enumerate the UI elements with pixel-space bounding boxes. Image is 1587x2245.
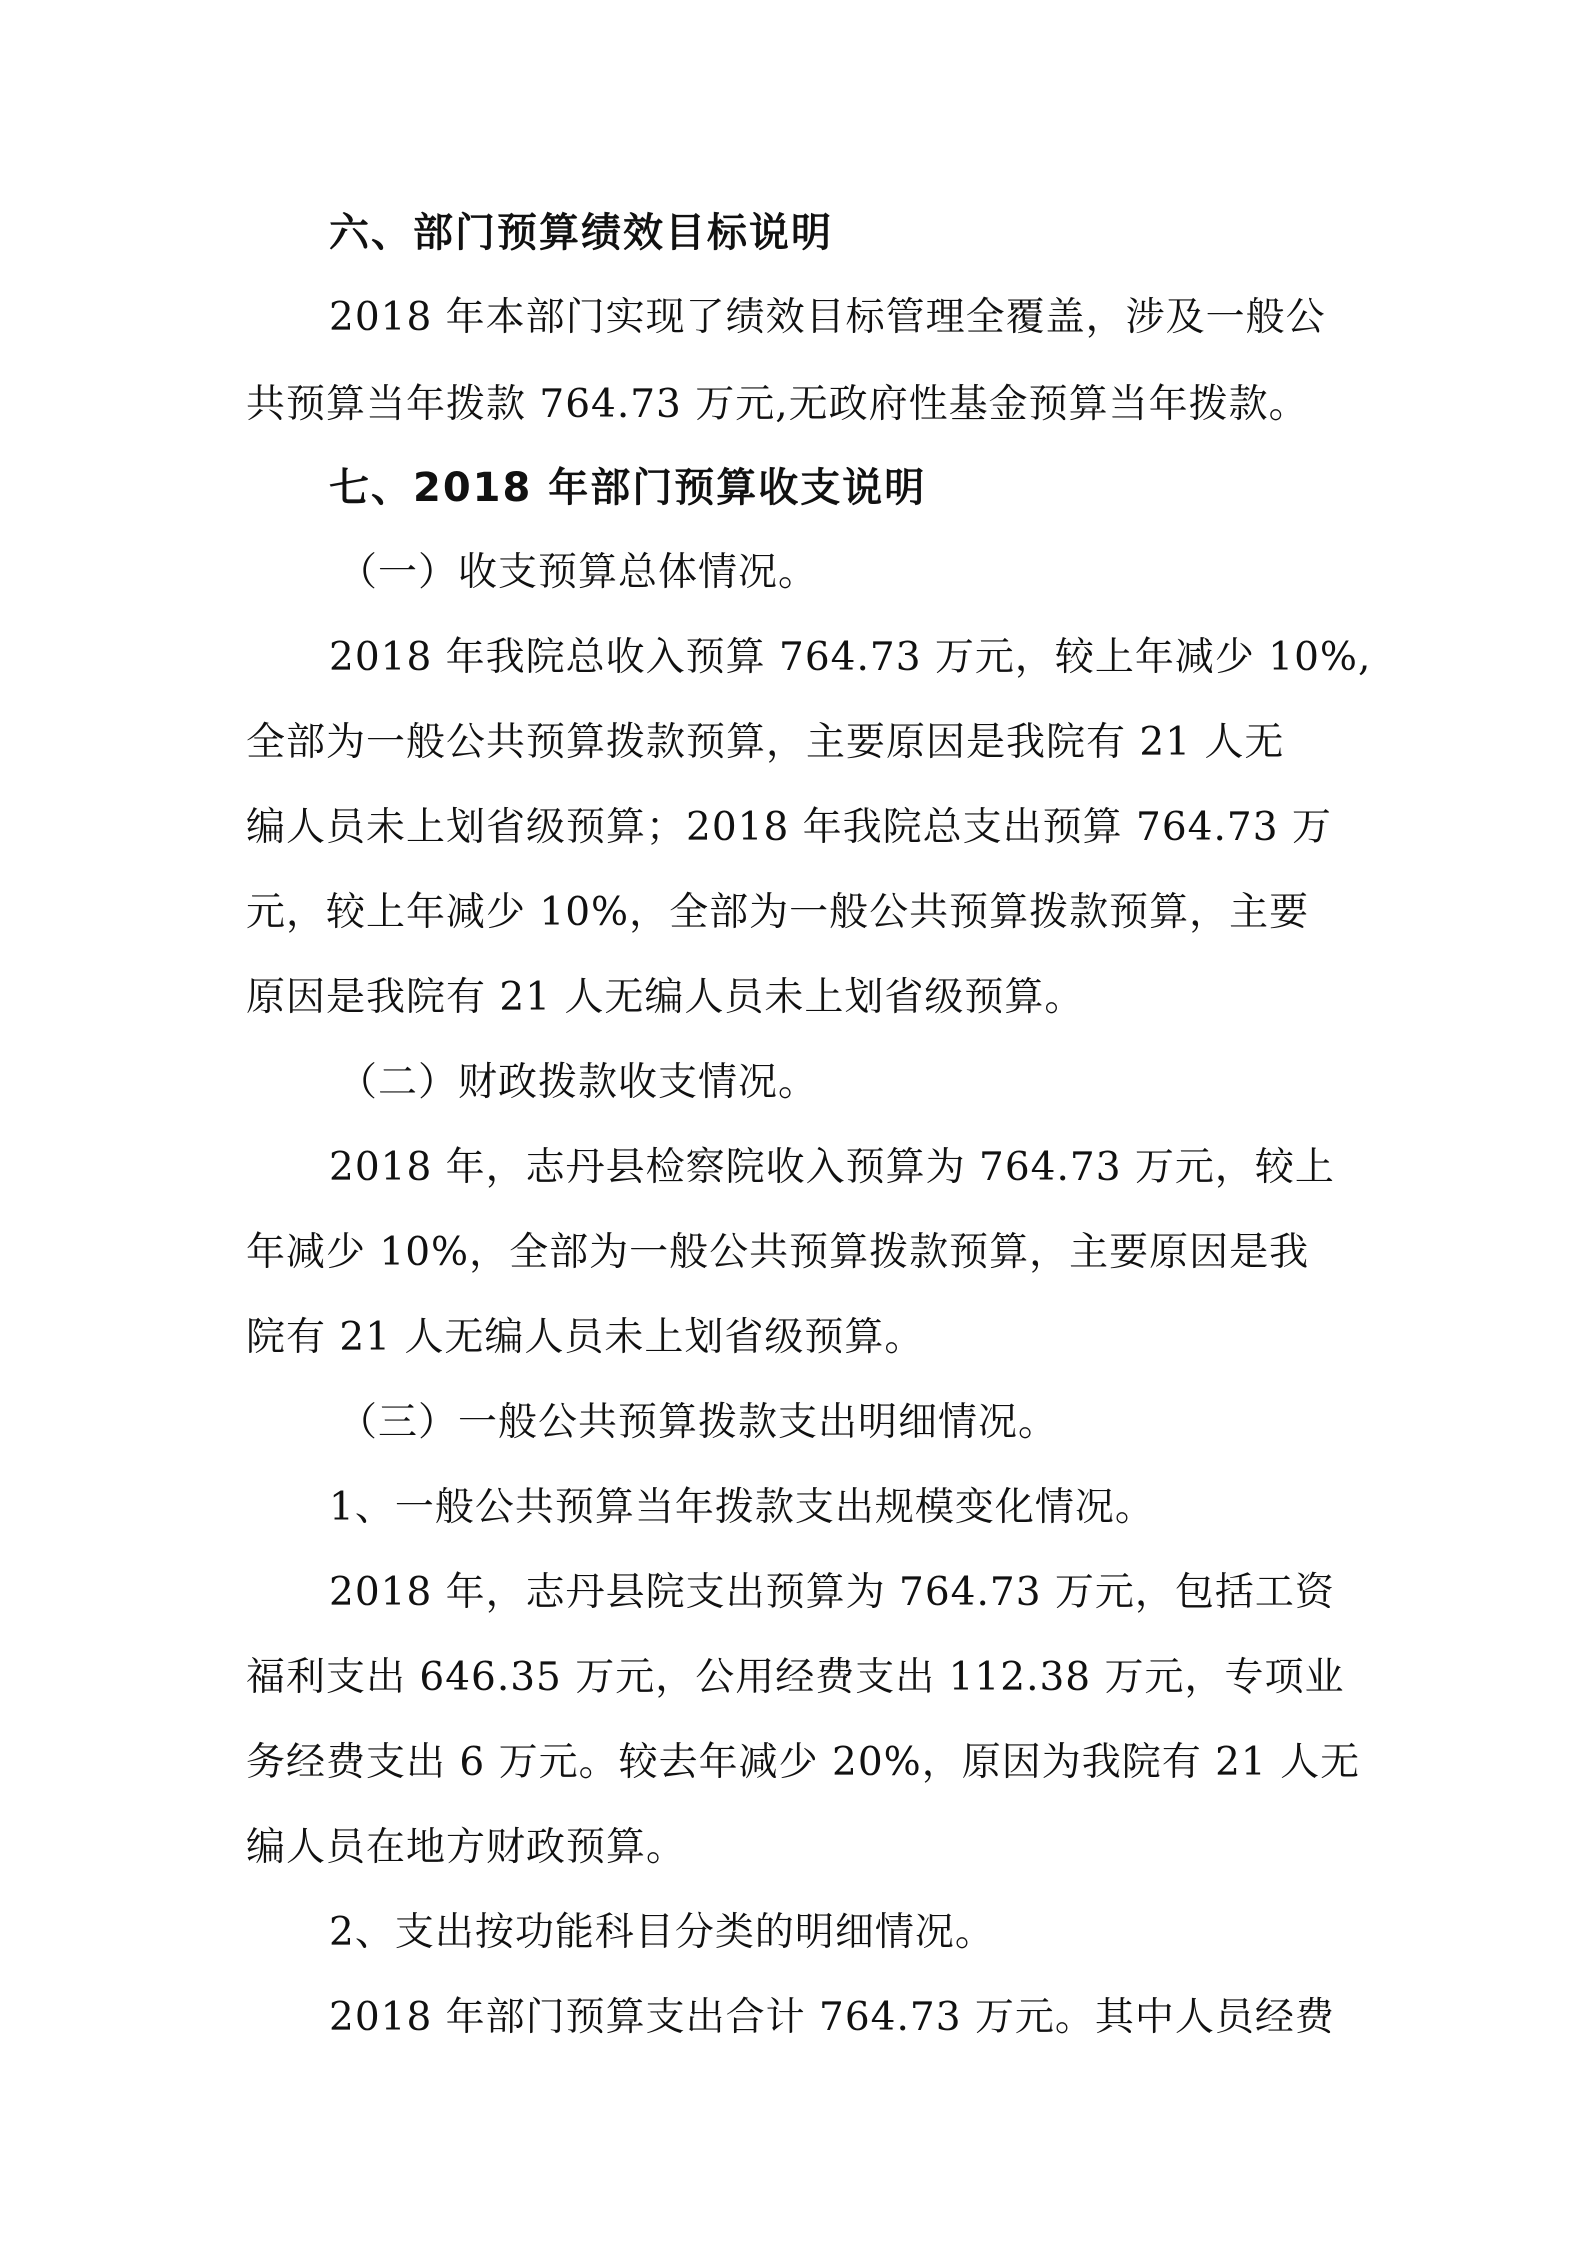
- paragraph-line: 2018 年，志丹县院支出预算为 764.73 万元，包括工资: [329, 1570, 1335, 1615]
- item-title: 1、一般公共预算当年拨款支出规模变化情况。: [329, 1485, 1155, 1530]
- subsection-title: （三）一般公共预算拨款支出明细情况。: [338, 1400, 1059, 1445]
- paragraph-line: 共预算当年拨款 764.73 万元,无政府性基金预算当年拨款。: [246, 382, 1309, 427]
- paragraph-line: 福利支出 646.35 万元，公用经费支出 112.38 万元，专项业: [246, 1655, 1345, 1700]
- paragraph-line: 务经费支出 6 万元。较去年减少 20%，原因为我院有 21 人无: [246, 1740, 1361, 1785]
- paragraph-line: 编人员在地方财政预算。: [246, 1825, 687, 1870]
- paragraph-line: 编人员未上划省级预算；2018 年我院总支出预算 764.73 万: [246, 805, 1332, 850]
- paragraph-line: 2018 年我院总收入预算 764.73 万元，较上年减少 10%,: [329, 635, 1372, 680]
- paragraph-line: 年减少 10%，全部为一般公共预算拨款预算，主要原因是我: [246, 1230, 1310, 1275]
- paragraph-line: 院有 21 人无编人员未上划省级预算。: [246, 1315, 925, 1360]
- item-title: 2、支出按功能科目分类的明细情况。: [329, 1910, 995, 1955]
- section-heading: 六、部门预算绩效目标说明: [329, 210, 833, 256]
- paragraph-line: 元，较上年减少 10%，全部为一般公共预算拨款预算，主要: [246, 890, 1310, 935]
- subsection-title: （一）收支预算总体情况。: [338, 550, 819, 595]
- paragraph-line: 原因是我院有 21 人无编人员未上划省级预算。: [246, 975, 1085, 1020]
- paragraph-line: 2018 年，志丹县检察院收入预算为 764.73 万元，较上: [329, 1145, 1335, 1190]
- paragraph-line: 2018 年部门预算支出合计 764.73 万元。其中人员经费: [329, 1995, 1335, 2040]
- section-heading: 七、2018 年部门预算收支说明: [329, 465, 927, 511]
- paragraph-line: 2018 年本部门实现了绩效目标管理全覆盖，涉及一般公: [329, 295, 1326, 340]
- paragraph-line: 全部为一般公共预算拨款预算，主要原因是我院有 21 人无: [246, 720, 1285, 765]
- subsection-title: （二）财政拨款收支情况。: [338, 1060, 819, 1105]
